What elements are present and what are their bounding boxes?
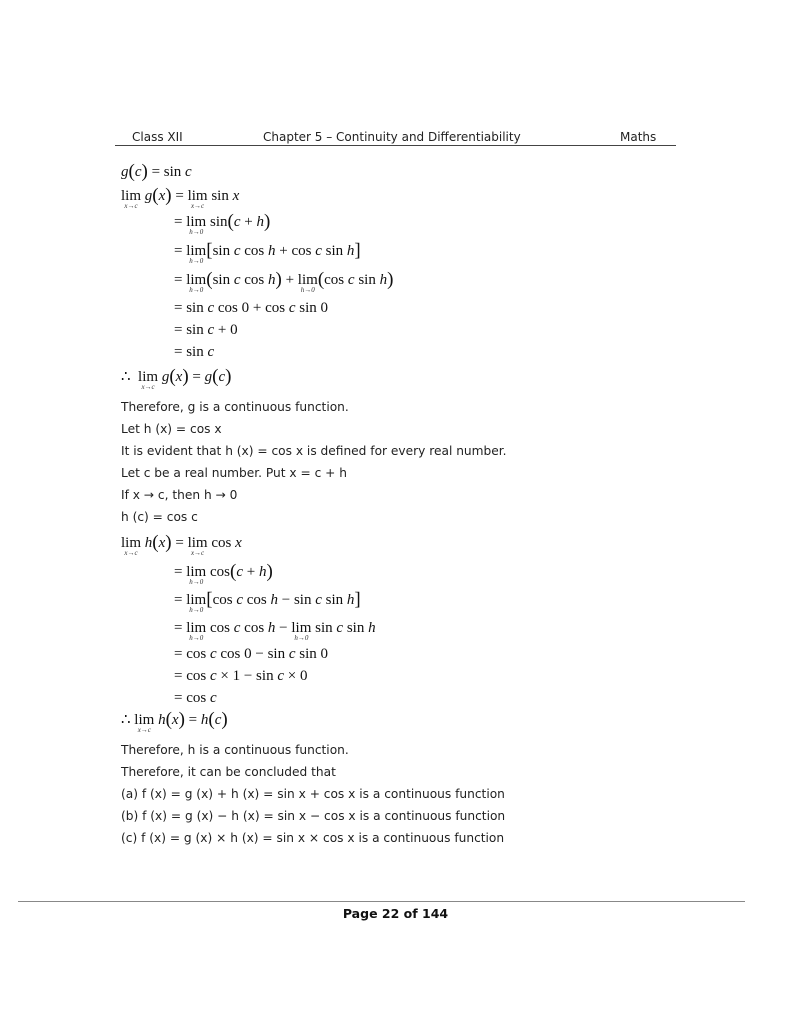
conclusion-c: (c) f (x) = g (x) × h (x) = sin x × cos x is a continuous function	[121, 831, 505, 845]
math-line-g-5: = sin c cos 0 + cos c sin 0	[174, 300, 329, 316]
math-line-g-c: g(c) = sin c	[121, 161, 192, 182]
text-line: Therefore, h is a continuous function.	[121, 743, 349, 757]
page-number: Page 22 of 144	[342, 906, 449, 921]
math-line-h-7: = cos c	[174, 690, 217, 706]
page-header	[115, 130, 676, 145]
text-line: It is evident that h (x) = cos x is defined for every real number.	[121, 444, 507, 458]
conclusion-a: (a) f (x) = g (x) + h (x) = sin x + cos x is a continuous function	[121, 787, 505, 801]
header-chapter: Chapter 5 – Continuity and Differentiability	[263, 130, 521, 144]
math-line-h-4: = lim h→0 cos c cos h − lim h→0 sin c sin h	[174, 620, 376, 642]
math-line-h-5: = cos c cos 0 − sin c sin 0	[174, 646, 329, 662]
math-line-g-4: = lim h→0 (sin c cos h) + lim h→0 (cos c sin h)	[174, 269, 394, 294]
text-line: If x → c, then h → 0	[121, 488, 238, 502]
math-line-g-limit: lim x→c g(x) = lim x→c sin x	[121, 185, 240, 210]
math-line-g-3: = lim h→0 [sin c cos h + cos c sin h]	[174, 240, 361, 265]
math-line-g-2: = lim h→0 sin(c + h)	[174, 211, 271, 236]
footer-divider	[18, 901, 745, 902]
text-line: Therefore, it can be concluded that	[121, 765, 336, 779]
text-line: Let c be a real number. Put x = c + h	[121, 466, 347, 480]
math-line-g-conclusion: ∴ lim x→c g(x) = g(c)	[121, 366, 232, 391]
math-line-h-limit: lim x→c h(x) = lim x→c cos x	[121, 532, 242, 557]
header-divider	[115, 145, 676, 146]
header-subject: Maths	[620, 130, 657, 144]
math-line-h-conclusion: ∴ lim x→c h(x) = h(c)	[121, 709, 228, 734]
header-class: Class XII	[132, 130, 183, 144]
text-line: Therefore, g is a continuous function.	[121, 400, 349, 414]
math-line-g-7: = sin c	[174, 344, 215, 360]
math-line-h-6: = cos c × 1 − sin c × 0	[174, 668, 308, 684]
math-line-g-6: = sin c + 0	[174, 322, 238, 338]
math-line-h-3: = lim h→0 [cos c cos h − sin c sin h]	[174, 589, 361, 614]
conclusion-b: (b) f (x) = g (x) − h (x) = sin x − cos x is a continuous function	[121, 809, 506, 823]
text-line: Let h (x) = cos x	[121, 422, 222, 436]
math-line-h-2: = lim h→0 cos(c + h)	[174, 561, 273, 586]
text-line: h (c) = cos c	[121, 510, 198, 524]
